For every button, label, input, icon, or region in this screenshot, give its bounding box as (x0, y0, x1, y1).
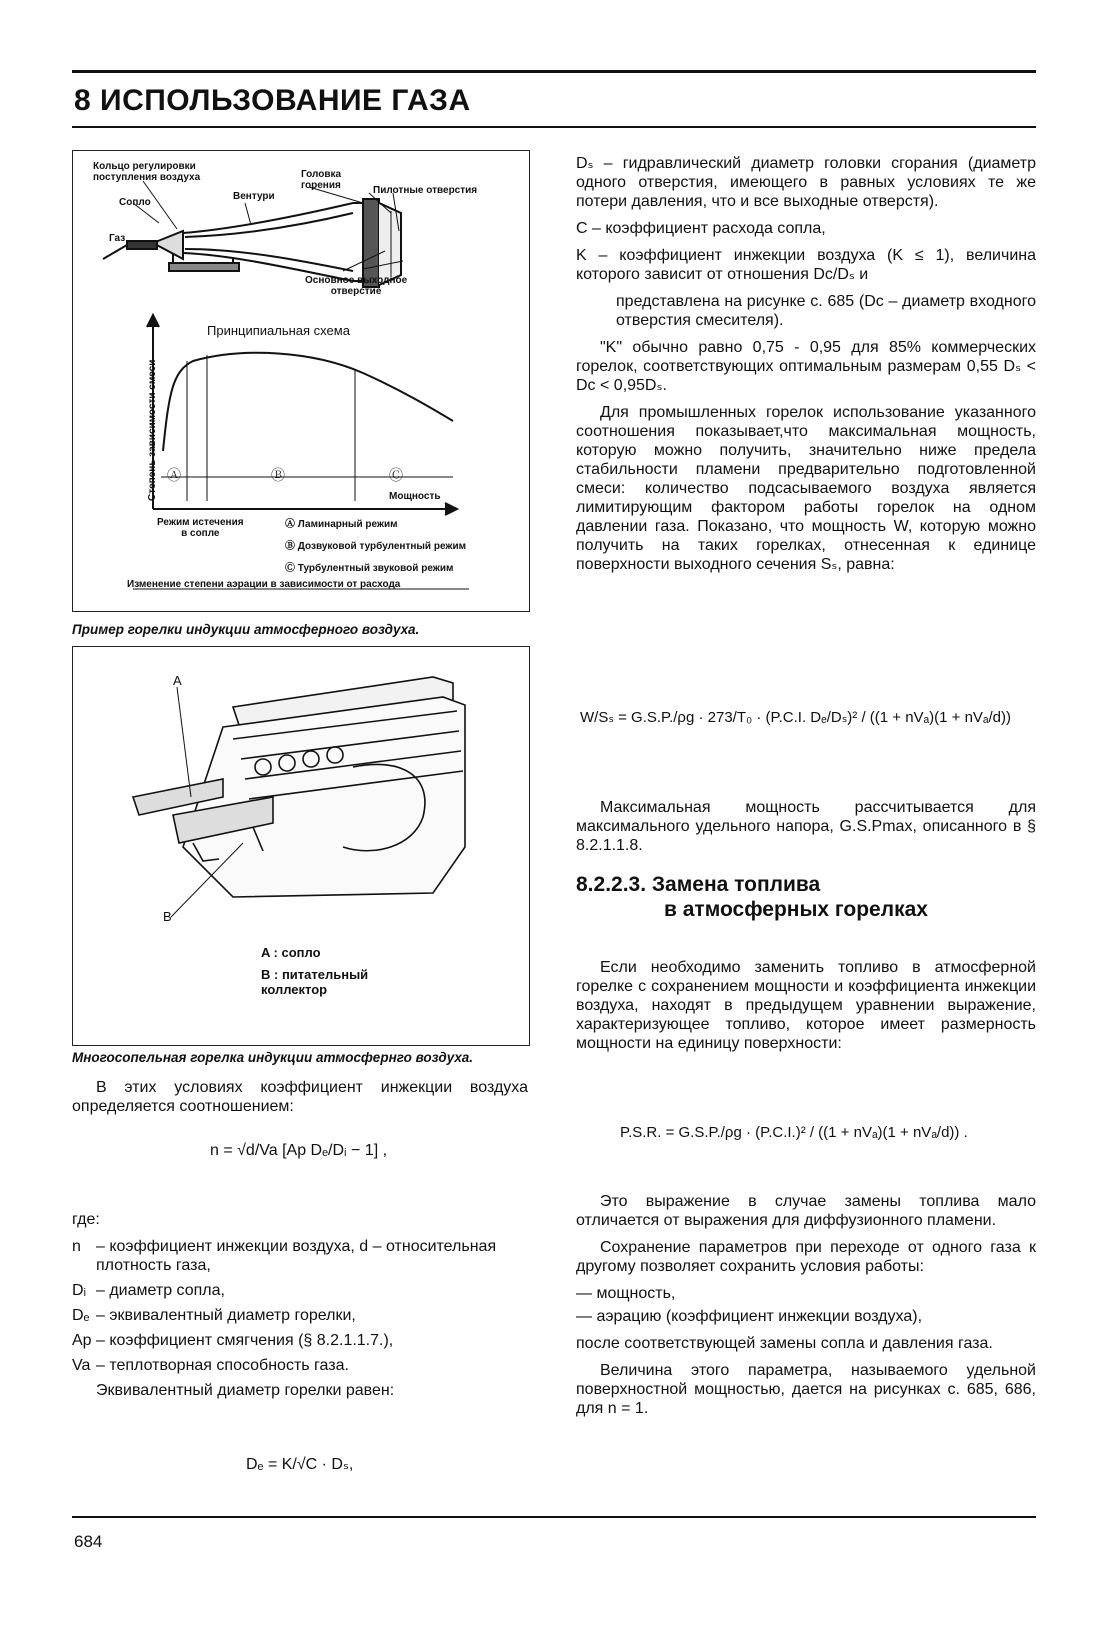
label-nozzle: Сопло (119, 197, 151, 208)
def-row (72, 1281, 528, 1300)
where-label: где: (72, 1211, 100, 1228)
para-fuel-change: Если необходимо заменить топливо в атмосферной горелке с сохранением мощности и коэффициента инжекции воздуха, находят в предыдущем уравнении выражение, характеризующее топливо, которое имеет размерность мощности на единицу поверхности: (576, 959, 1036, 1052)
label-gas: Газ (109, 233, 126, 244)
header-rule-bottom (72, 126, 1036, 128)
def-key: Dₑ (72, 1307, 90, 1324)
list-item-power: — мощность, (576, 1285, 676, 1302)
label-nozzle-regime: Режим истечения в сопле (157, 517, 244, 539)
figure-multi-nozzle-burner (72, 646, 530, 1046)
para-max-power: Максимальная мощность рассчитывается для максимального удельного напора, G.S.Pmax, описанного в § 8.2.1.1.8. (576, 799, 1036, 854)
def-value: – коэффициент смягчения (§ 8.2.1.1.7.), (96, 1332, 394, 1349)
zone-a-label: Ⓐ (167, 467, 181, 483)
para-k: K – коэффициент инжекции воздуха (K ≤ 1), величина которого зависит от отношения Dc/Dₛ и (576, 247, 1036, 283)
label-venturi: Вентури (233, 191, 275, 202)
def-key: Ap (72, 1332, 92, 1349)
def-row (72, 1331, 528, 1350)
page-number: 684 (74, 1532, 103, 1551)
label-air-ring: Кольцо регулировки поступления воздуха (93, 161, 201, 183)
formula-w: W/Sₛ = G.S.P./ρg · 273/T₀ · (P.C.I. Dₑ/Dₛ)² / ((1 + nVₐ)(1 + nVₐ/d)) (580, 709, 1011, 726)
def-value: – коэффициент инжекции воздуха, d – относительная плотность газа, (96, 1238, 497, 1274)
section-heading (576, 872, 928, 922)
para-conservation: Сохранение параметров при переходе от одного газа к другому позволяет сохранить условия работы: (576, 1239, 1036, 1275)
section-heading-line1: 8.2.2.3. Замена топлива (576, 873, 821, 896)
para-industrial: Для промышленных горелок использование указанного соотношения показывает,что максимальная мощность, которую можно получить, значительно ниже предела стабильности пламени предварительно подготовленной смеси: количество подсасываемого воздуха является лимитирующим фактором работы горелок на одном давлении газа. Показано, что мощность W, которую можно получить на таких горелках, отнесенная к единице поверхности выходного сечения Sₛ, равна: (576, 404, 1036, 573)
legend-laminar: Ⓐ Ламинарный режим (285, 519, 398, 530)
label-a: A (173, 673, 182, 688)
formula-de: Dₑ = K/√C · Dₛ, (246, 1456, 354, 1473)
legend-b-collector: B : питательный коллектор (261, 967, 369, 997)
def-value: – эквивалентный диаметр горелки, (96, 1307, 356, 1324)
chapter-title: 8 ИСПОЛЬЗОВАНИЕ ГАЗА (74, 84, 471, 117)
para-after-change: после соответствующей замены сопла и давления газа. (576, 1335, 993, 1352)
def-value: – теплотворная способность газа. (96, 1357, 349, 1374)
right-column-section (576, 958, 1036, 1061)
equiv-intro: Эквивалентный диаметр горелки равен: (96, 1382, 395, 1399)
chart-x-axis-label: Мощность (389, 491, 441, 502)
right-column-bottom (576, 1192, 1036, 1426)
footer-rule (72, 1516, 1036, 1518)
left-column (72, 1078, 528, 1124)
definitions (72, 1210, 528, 1408)
figure-burner-schematic (72, 150, 530, 612)
right-column-top (576, 154, 1036, 582)
legend-sonic: Ⓒ Турбулентный звуковой режим (285, 563, 454, 574)
formula-psr: P.S.R. = G.S.P./ρg · (P.C.I.)² / ((1 + nVₐ)(1 + nVₐ/d)) . (620, 1124, 968, 1141)
label-pilot-holes: Пилотные отверстия (373, 185, 478, 196)
chart-title: Принципиальная схема (207, 323, 350, 338)
formula-n: n = √d/Va [Ap Dₑ/Dᵢ − 1] , (210, 1142, 388, 1159)
para-k-cont: представлена на рисунке с. 685 (Dc – диаметр входного отверстия смесителя). (616, 293, 1036, 329)
def-key: Va (72, 1357, 91, 1374)
label-b: B (163, 909, 172, 924)
figure-bottom-note: Изменение степени аэрации в зависимости от расхода (127, 579, 401, 590)
figure2-caption: Многосопельная горелка индукции атмосфернго воздуха. (72, 1050, 473, 1065)
header-rule-top (72, 70, 1036, 73)
legend-a-nozzle: A : сопло (261, 945, 321, 960)
zone-c-label: Ⓒ (389, 467, 403, 483)
legend-subsonic: Ⓑ Дозвуковой турбулентный режим (285, 541, 467, 552)
list-item-aeration: — аэрацию (коэффициент инжекции воздуха), (576, 1308, 923, 1325)
def-key: Dᵢ (72, 1282, 87, 1299)
def-key: n (72, 1238, 81, 1255)
para-diffusion: Это выражение в случае замены топлива мало отличается от выражения для диффузионного пламени. (576, 1193, 1036, 1229)
para-c: C – коэффициент расхода сопла, (576, 220, 826, 237)
def-row (72, 1237, 528, 1275)
def-row (72, 1306, 528, 1325)
def-row (72, 1356, 528, 1375)
def-value: – диаметр сопла, (96, 1282, 225, 1299)
right-column-mid (576, 798, 1036, 863)
figure1-caption: Пример горелки индукции атмосферного воздуха. (72, 622, 420, 637)
para-ds: Dₛ – гидравлический диаметр головки сгорания (диаметр одного отверстия, имеющего в равных условиях те же потери давления, что и все выходные отверстя). (576, 155, 1036, 210)
intro-paragraph: В этих условиях коэффициент инжекции воздуха определяется соотношением: (72, 1079, 528, 1115)
label-combustion-head: Головка горения (301, 169, 342, 191)
section-heading-line2: в атмосферных горелках (664, 898, 928, 921)
label-main-outlet: Основное выходное отверстие (305, 275, 408, 297)
zone-b-label: Ⓑ (271, 467, 285, 483)
chart-y-axis-label: Степень зависимости смеси (147, 359, 158, 501)
para-k-typical: "K" обычно равно 0,75 - 0,95 для 85% коммерческих горелок, соответствующих оптимальным размерам 0,55 Dₛ < Dc < 0,95Dₛ. (576, 339, 1036, 394)
para-specific-power: Величина этого параметра, называемого удельной поверхностной мощностью, дается на рисунках с. 685, 686, для n = 1. (576, 1362, 1036, 1417)
